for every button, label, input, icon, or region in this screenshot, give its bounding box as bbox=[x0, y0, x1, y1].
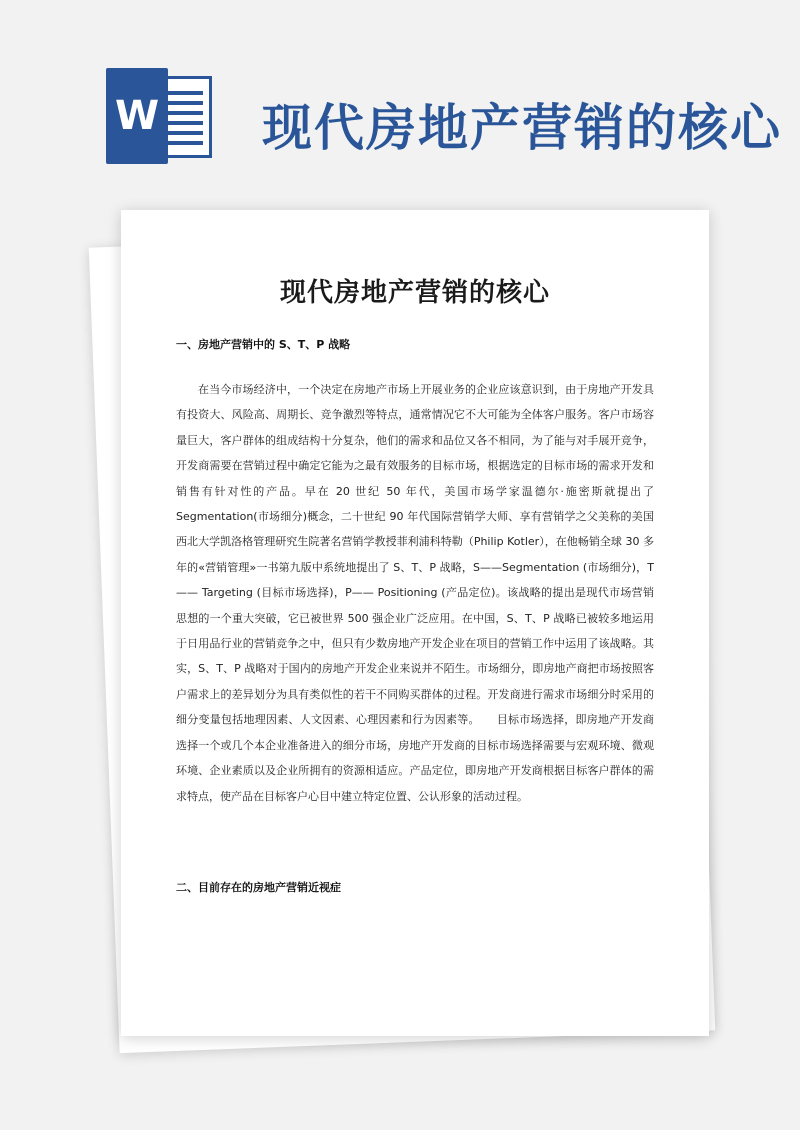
header-banner bbox=[0, 0, 800, 200]
document-page bbox=[121, 210, 709, 1036]
word-document-icon bbox=[106, 68, 216, 164]
section-heading-1: 一、房地产营销中的 S、T、P 战略 bbox=[176, 338, 351, 351]
section-body-1: 在当今市场经济中，一个决定在房地产市场上开展业务的企业应该意识到，由于房地产开发具有投资大、风险高、周期长、竞争激烈等特点，通常情况它不大可能为全体客户服务。客户市场容量巨大，客户群体的组成结构十分复杂，他们的需求和品位又各不相同，为了能与对手展开竞争，开发商需要在营销过程中确定它能为之最有效服务的目标市场，根据选定的目标市场的需求开发和销售有针对性的产品。早在 20 世纪 50 年代，美国市场学家温德尔·施密斯就提出了 Segmentation(市场细分)概念，二十世纪 90 年代国际营销学大师、享有营销学之父美称的美国西北大学凯洛格管理研究生院著名营销学教授菲利浦科特勒（Philip Kotler），在他畅销全球 30 多年的«营销管理»一书第九版中系统地提出了 S、T、P 战略，S——Segmentation (市场细分)，T—— Targeting (目标市场选择)，P—— Positioning (产品定位)。该战略的提出是现代市场营销思想的一个重大突破，它已被世界 500 强企业广泛应用。在中国，S、T、P 战略已被较多地运用于日用品行业的营销竞争之中，但只有少数房地产开发企业在项目的营销工作中运用了该战略。其实，S、T、P 战略对于国内的房地产开发企业来说并不陌生。市场细分，即房地产商把市场按照客户需求上的差异划分为具有类似性的若干不同购买群体的过程。开发商进行需求市场细分时采用的细分变量包括地理因素、人文因素、心理因素和行为因素等。 目标市场选择，即房地产开发商选择一个或几个本企业准备进入的细分市场，房地产开发商的目标市场选择需要与宏观环境、微观环境、企业素质以及企业所拥有的资源相适应。产品定位，即房地产开发商根据目标客户群体的需求特点，使产品在目标客户心目中建立特定位置、公认形象的活动过程。 bbox=[176, 383, 654, 803]
banner-title: 现代房地产营销的核心 bbox=[262, 99, 782, 157]
word-logo-letter: W bbox=[106, 68, 168, 164]
document-title: 现代房地产营销的核心 bbox=[279, 278, 550, 308]
section-heading-2: 二、目前存在的房地产营销近视症 bbox=[176, 881, 341, 894]
